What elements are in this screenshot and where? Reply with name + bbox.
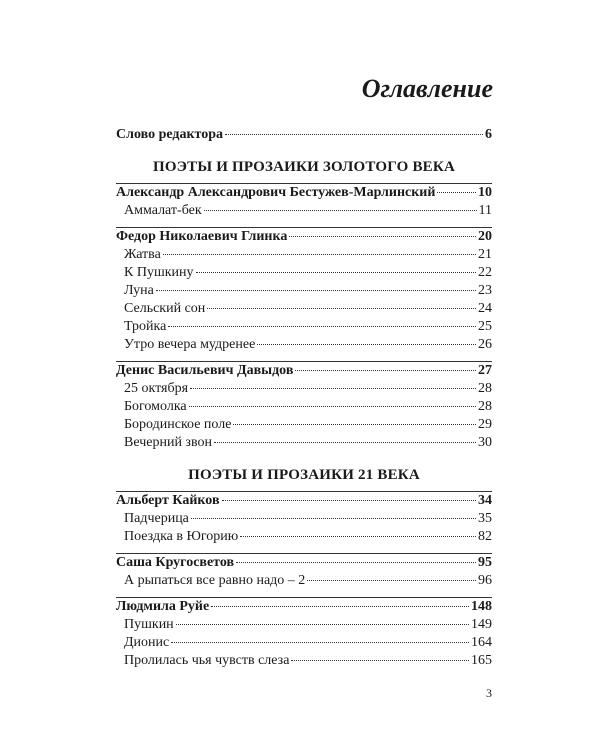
dot-leader [437,192,476,193]
dot-leader [163,254,476,255]
dot-leader [214,442,476,443]
toc-author-entry[interactable] [116,228,492,246]
toc-author-entry[interactable] [116,492,492,510]
page-title: Оглавление [361,74,493,103]
dot-leader [240,536,476,537]
dot-leader [211,606,469,607]
toc-work-entry[interactable] [116,398,492,416]
dot-leader [307,580,476,581]
toc-entry-page: 6 [485,127,492,142]
section-heading: ПОЭТЫ И ПРОЗАИКИ ЗОЛОТОГО ВЕКА [153,159,455,175]
author-page: 20 [478,229,492,244]
work-title: Тройка [124,319,167,334]
work-page: 21 [478,247,492,262]
work-page: 23 [478,283,492,298]
work-title: Падчерица [124,511,189,526]
dot-leader [236,562,476,563]
work-page: 28 [478,399,492,414]
work-title: А рыпаться все равно надо – 2 [124,573,306,588]
toc-work-entry[interactable] [116,282,492,300]
dot-leader [191,518,476,519]
work-title: Луна [124,283,154,298]
author-name: Федор Николаевич Глинка [116,229,288,244]
work-page: 25 [478,319,492,334]
author-name: Альберт Кайков [116,493,220,508]
dot-leader [257,344,476,345]
table-of-contents [116,126,492,670]
toc-work-entry[interactable] [116,318,492,336]
work-title: Дионис [124,635,170,650]
work-page: 26 [478,337,492,352]
author-page: 148 [471,599,492,614]
toc-work-entry[interactable] [116,246,492,264]
author-name: Людмила Руйе [116,599,210,614]
work-title: Пролилась чья чувств слеза [124,653,290,668]
work-page: 165 [471,653,492,668]
author-name: Александр Александрович Бестужев-Марлинский [116,185,436,200]
toc-work-entry[interactable] [116,528,492,546]
work-title: Пушкин [124,617,174,632]
toc-work-entry[interactable] [116,572,492,590]
toc-author-entry[interactable] [116,362,492,380]
dot-leader [196,272,476,273]
dot-leader [291,660,469,661]
author-page: 27 [478,363,492,378]
work-page: 30 [478,435,492,450]
work-page: 96 [478,573,492,588]
work-title: Поездка в Югорию [124,529,239,544]
author-page: 10 [478,185,492,200]
work-title: 25 октября [124,381,189,396]
toc-author-entry[interactable] [116,184,492,202]
dot-leader [168,326,476,327]
dot-leader [156,290,476,291]
toc-work-entry[interactable] [116,380,492,398]
work-title: Жатва [124,247,161,262]
dot-leader [204,210,477,211]
work-title: К Пушкину [124,265,194,280]
section-heading: ПОЭТЫ И ПРОЗАИКИ 21 ВЕКА [188,467,420,483]
dot-leader [207,308,476,309]
dot-leader [289,236,476,237]
author-name: Саша Кругосветов [116,555,235,570]
page-number: 3 [486,686,492,700]
work-title: Богомолка [124,399,187,414]
dot-leader [233,424,476,425]
dot-leader [225,134,483,135]
work-title: Сельский сон [124,301,206,316]
author-page: 34 [478,493,492,508]
toc-author-entry[interactable] [116,598,492,616]
author-name: Денис Васильевич Давыдов [116,363,294,378]
work-page: 35 [478,511,492,526]
dot-leader [189,406,476,407]
toc-entry-intro[interactable] [116,126,492,144]
toc-work-entry[interactable] [116,510,492,528]
dot-leader [295,370,476,371]
dot-leader [171,642,469,643]
toc-work-entry[interactable] [116,336,492,354]
dot-leader [176,624,469,625]
toc-entry-label: Слово редактора [116,127,224,142]
work-page: 164 [471,635,492,650]
work-page: 28 [478,381,492,396]
work-page: 24 [478,301,492,316]
toc-work-entry[interactable] [116,434,492,452]
toc-work-entry[interactable] [116,264,492,282]
work-title: Утро вечера мудренее [124,337,256,352]
toc-work-entry[interactable] [116,652,492,670]
work-page: 149 [471,617,492,632]
work-title: Бородинское поле [124,417,232,432]
work-page: 82 [478,529,492,544]
work-page: 22 [478,265,492,280]
toc-work-entry[interactable] [116,416,492,434]
toc-author-entry[interactable] [116,554,492,572]
work-title: Вечерний звон [124,435,212,450]
work-page: 11 [478,203,492,218]
toc-work-entry[interactable] [116,616,492,634]
work-title: Аммалат-бек [124,203,202,218]
toc-work-entry[interactable] [116,634,492,652]
author-page: 95 [478,555,492,570]
work-page: 29 [478,417,492,432]
toc-work-entry[interactable] [116,202,492,220]
toc-work-entry[interactable] [116,300,492,318]
dot-leader [222,500,476,501]
dot-leader [190,388,476,389]
